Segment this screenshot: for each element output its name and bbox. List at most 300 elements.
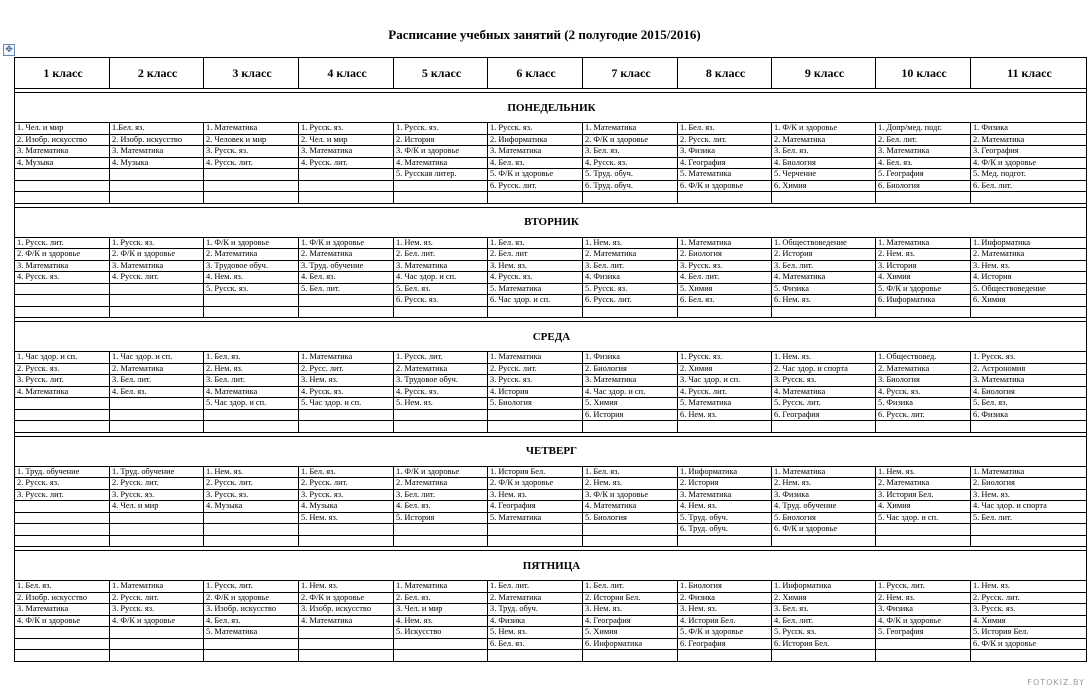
lesson-cell (204, 638, 299, 650)
lesson-cell: 2. Русс. лит. (299, 363, 394, 375)
lesson-cell (15, 283, 110, 295)
lesson-cell: 5. Бел. лит. (971, 512, 1087, 524)
lesson-cell: 1. Нем. яз. (394, 237, 488, 249)
lesson-cell: 2. Математика (971, 134, 1087, 146)
lesson-cell: 3. Нем. яз. (299, 375, 394, 387)
lesson-cell: 3. Математика (876, 146, 971, 158)
lesson-cell: 4. Химия (971, 615, 1087, 627)
lesson-cell: 5. История Бел. (971, 627, 1087, 639)
lesson-cell: 4. Химия (876, 501, 971, 513)
lesson-cell: 4. География (583, 615, 678, 627)
lesson-cell (876, 192, 971, 204)
lesson-cell: 4. Чел. и мир (110, 501, 204, 513)
lesson-row (15, 180, 1087, 192)
lesson-cell: 4. Биология (772, 157, 876, 169)
lesson-cell: 4. Русск. яз. (876, 386, 971, 398)
lesson-cell: 2. Русск. лит. (971, 592, 1087, 604)
lesson-cell: 4. Нем. яз. (204, 272, 299, 284)
lesson-cell: 4. Математика (15, 386, 110, 398)
lesson-cell: 3. Бел. лит. (110, 375, 204, 387)
lesson-cell: 2. История (394, 134, 488, 146)
lesson-cell (204, 535, 299, 547)
lesson-cell (15, 501, 110, 513)
day-header: ЧЕТВЕРГ (15, 436, 1087, 466)
lesson-cell: 6. География (772, 409, 876, 421)
lesson-cell: 2. Астрономия (971, 363, 1087, 375)
lesson-cell: 5. Час здор. и сп. (204, 398, 299, 410)
lesson-cell: 1. Ф/К и здоровье (204, 237, 299, 249)
lesson-cell: 1. Бел. яз. (204, 352, 299, 364)
lesson-cell: 3. Математика (394, 260, 488, 272)
lesson-cell (583, 306, 678, 318)
lesson-cell (15, 650, 110, 662)
lesson-cell: 4. Музыка (204, 501, 299, 513)
lesson-cell: 6. Русск. лит. (583, 295, 678, 307)
lesson-cell: 1. Русск. лит. (394, 352, 488, 364)
lesson-cell: 3. Физика (772, 489, 876, 501)
lesson-cell: 1. Нем. яз. (971, 581, 1087, 593)
lesson-cell: 4. История (971, 272, 1087, 284)
lesson-row (15, 398, 1087, 410)
lesson-cell: 4. Ф/К и здоровье (971, 157, 1087, 169)
lesson-cell (772, 421, 876, 433)
schedule-table (14, 57, 1087, 662)
lesson-cell: 2. Изобр. искусство (15, 592, 110, 604)
lesson-row (15, 272, 1087, 284)
day-header-row (15, 436, 1087, 466)
lesson-cell: 2. Человек и мир (204, 134, 299, 146)
class-header-cell: 2 класс (110, 58, 204, 89)
lesson-cell: 5. Искусство (394, 627, 488, 639)
lesson-cell: 6. Русск. лит. (488, 180, 583, 192)
lesson-cell: 3. Чел. и мир (394, 604, 488, 616)
lesson-cell: 2. История (772, 249, 876, 261)
lesson-cell: 3. Математика (15, 260, 110, 272)
watermark: FOTOKIZ.BY (1027, 678, 1085, 687)
lesson-cell (204, 192, 299, 204)
lesson-cell (204, 306, 299, 318)
lesson-cell: 2. Физика (678, 592, 772, 604)
lesson-row (15, 146, 1087, 158)
lesson-cell (299, 169, 394, 181)
lesson-cell: 6. Информатика (583, 638, 678, 650)
lesson-cell (110, 180, 204, 192)
class-header-cell: 4 класс (299, 58, 394, 89)
lesson-cell: 5. Математика (488, 283, 583, 295)
lesson-cell: 1. Нем. яз. (583, 237, 678, 249)
lesson-cell (299, 421, 394, 433)
lesson-cell: 3. Нем. яз. (488, 489, 583, 501)
lesson-cell (299, 524, 394, 536)
lesson-cell: 1. Бел. яз. (488, 237, 583, 249)
lesson-cell: 5. Бел. яз. (394, 283, 488, 295)
lesson-cell: 4. Труд. обучение (772, 501, 876, 513)
lesson-cell: 2. Ф/К и здоровье (583, 134, 678, 146)
lesson-cell (394, 524, 488, 536)
lesson-cell: 5. Химия (583, 398, 678, 410)
lesson-cell: 5. Математика (488, 512, 583, 524)
lesson-cell: 2. Русск. яз. (15, 363, 110, 375)
lesson-cell (971, 535, 1087, 547)
lesson-row (15, 283, 1087, 295)
lesson-cell (110, 421, 204, 433)
lesson-cell (394, 180, 488, 192)
lesson-cell: 3. Изобр. искусство (204, 604, 299, 616)
lesson-cell: 3. Нем. яз. (678, 604, 772, 616)
lesson-cell: 2. Математика (488, 592, 583, 604)
lesson-cell: 6. Труд. обуч. (583, 180, 678, 192)
lesson-cell (678, 421, 772, 433)
lesson-row (15, 260, 1087, 272)
lesson-cell: 1. Русск. яз. (394, 123, 488, 135)
lesson-cell: 1. Русск. лит. (15, 237, 110, 249)
lesson-cell: 1. Нем. яз. (876, 466, 971, 478)
lesson-cell: 2. Ф/К и здоровье (204, 592, 299, 604)
lesson-cell: 4. Бел. лит. (678, 272, 772, 284)
lesson-cell (488, 409, 583, 421)
lesson-cell: 1. Математика (394, 581, 488, 593)
day-header-row (15, 551, 1087, 581)
lesson-cell: 3. Бел. лит. (583, 260, 678, 272)
lesson-cell: 4. Бел. яз. (488, 157, 583, 169)
lesson-row (15, 295, 1087, 307)
lesson-cell: 4. Русск. яз. (583, 157, 678, 169)
lesson-cell (110, 192, 204, 204)
lesson-row (15, 650, 1087, 662)
lesson-cell: 5. Ф/К и здоровье (876, 283, 971, 295)
lesson-cell: 5. География (876, 169, 971, 181)
lesson-cell (204, 421, 299, 433)
lesson-cell: 3. Математика (299, 146, 394, 158)
lesson-row (15, 375, 1087, 387)
lesson-cell: 5. Нем. яз. (488, 627, 583, 639)
lesson-cell: 6. Ф/К и здоровье (971, 638, 1087, 650)
lesson-cell (876, 650, 971, 662)
lesson-cell: 3. История Бел. (876, 489, 971, 501)
lesson-cell: 4. Бел. яз. (110, 386, 204, 398)
lesson-cell (15, 192, 110, 204)
lesson-cell: 5. Русск. лит. (772, 398, 876, 410)
lesson-cell: 6. Бел. лит. (971, 180, 1087, 192)
class-header-cell: 3 класс (204, 58, 299, 89)
lesson-cell: 3. Труд. обучение (299, 260, 394, 272)
lesson-cell: 3. Математика (110, 146, 204, 158)
lesson-cell: 1. Русск. лит. (876, 581, 971, 593)
lesson-cell: 1. Бел. лит. (488, 581, 583, 593)
lesson-cell: 4. Русск. яз. (488, 272, 583, 284)
lesson-cell: 5. Химия (678, 283, 772, 295)
lesson-cell (110, 295, 204, 307)
lesson-cell: 2. Русск. лит. (299, 478, 394, 490)
lesson-cell: 3. Русск. яз. (299, 489, 394, 501)
lesson-cell: 6. Биология (876, 180, 971, 192)
lesson-cell: 6. История Бел. (772, 638, 876, 650)
lesson-cell: 3. История (876, 260, 971, 272)
lesson-cell (772, 306, 876, 318)
lesson-cell: 2. История Бел. (583, 592, 678, 604)
lesson-cell: 1. Бел. яз. (15, 581, 110, 593)
lesson-cell (299, 650, 394, 662)
lesson-row (15, 466, 1087, 478)
lesson-row (15, 192, 1087, 204)
lesson-cell: 4. Ф/К и здоровье (876, 615, 971, 627)
lesson-cell (110, 283, 204, 295)
lesson-cell: 6. История (583, 409, 678, 421)
lesson-cell: 3. Изобр. искусство (299, 604, 394, 616)
lesson-cell (110, 627, 204, 639)
lesson-cell (876, 421, 971, 433)
lesson-cell (394, 638, 488, 650)
lesson-cell: 3. Русск. яз. (204, 489, 299, 501)
lesson-cell (110, 169, 204, 181)
lesson-cell (971, 524, 1087, 536)
lesson-cell: 3. Ф/К и здоровье (394, 146, 488, 158)
lesson-cell: 5. Математика (678, 169, 772, 181)
lesson-cell: 1. Математика (876, 237, 971, 249)
lesson-cell (15, 627, 110, 639)
lesson-cell: 5. Русск. яз. (583, 283, 678, 295)
lesson-row (15, 237, 1087, 249)
lesson-cell (678, 192, 772, 204)
lesson-cell (299, 627, 394, 639)
lesson-row (15, 604, 1087, 616)
class-header-cell: 5 класс (394, 58, 488, 89)
lesson-row (15, 352, 1087, 364)
lesson-cell: 2. Час здор. и спорта (772, 363, 876, 375)
lesson-cell: 2. Русск. лит. (110, 592, 204, 604)
lesson-row (15, 489, 1087, 501)
lesson-cell: 2. Русск. лит. (204, 478, 299, 490)
lesson-cell (204, 512, 299, 524)
lesson-cell (299, 295, 394, 307)
lesson-cell: 4. Час здор. и сп. (394, 272, 488, 284)
lesson-cell: 3. Нем. яз. (971, 489, 1087, 501)
lesson-cell (583, 535, 678, 547)
lesson-cell: 1. История Бел. (488, 466, 583, 478)
lesson-cell: 1. Нем. яз. (299, 581, 394, 593)
lesson-cell: 3. Математика (488, 146, 583, 158)
lesson-cell (204, 295, 299, 307)
lesson-row (15, 123, 1087, 135)
lesson-cell: 6. Труд. обуч. (678, 524, 772, 536)
lesson-cell (488, 192, 583, 204)
move-icon[interactable]: ✥ (3, 44, 15, 56)
lesson-cell: 6. Русск. яз. (394, 295, 488, 307)
lesson-cell (394, 306, 488, 318)
lesson-cell: 1. Труд. обучение (15, 466, 110, 478)
lesson-cell: 5. Биология (488, 398, 583, 410)
lesson-cell: 4. География (488, 501, 583, 513)
class-header-cell: 11 класс (971, 58, 1087, 89)
lesson-row (15, 421, 1087, 433)
lesson-cell: 3. Бел. лит. (772, 260, 876, 272)
lesson-cell: 1. Информатика (971, 237, 1087, 249)
lesson-cell: 1. Нем. яз. (772, 352, 876, 364)
lesson-cell: 4. Математика (772, 272, 876, 284)
lesson-cell: 4. Математика (394, 157, 488, 169)
lesson-cell: 2. Биология (678, 249, 772, 261)
lesson-cell (204, 180, 299, 192)
lesson-cell (110, 535, 204, 547)
lesson-row (15, 638, 1087, 650)
lesson-cell: 3. Русск. яз. (971, 604, 1087, 616)
lesson-cell: 4. Русск. лит. (204, 157, 299, 169)
lesson-cell (110, 398, 204, 410)
lesson-cell: 1. Ф/К и здоровье (394, 466, 488, 478)
lesson-cell: 4. Музыка (110, 157, 204, 169)
lesson-cell: 3. Бел. яз. (772, 604, 876, 616)
lesson-cell (204, 650, 299, 662)
lesson-cell: 1. Обществоведение (772, 237, 876, 249)
lesson-cell: 2. Русск. лит. (678, 134, 772, 146)
lesson-row (15, 363, 1087, 375)
lesson-cell (394, 421, 488, 433)
lesson-cell: 1. Чел. и мир (15, 123, 110, 135)
lesson-cell (488, 535, 583, 547)
lesson-cell (15, 421, 110, 433)
lesson-cell: 3. Нем. яз. (488, 260, 583, 272)
lesson-cell: 3. Русск. яз. (488, 375, 583, 387)
lesson-cell: 2. Математика (110, 363, 204, 375)
lesson-cell: 3. Нем. яз. (583, 604, 678, 616)
lesson-cell: 5. Биология (772, 512, 876, 524)
lesson-cell: 3. Русск. яз. (110, 489, 204, 501)
lesson-cell: 6. Ф/К и здоровье (772, 524, 876, 536)
lesson-cell (394, 192, 488, 204)
lesson-cell: 5. Физика (772, 283, 876, 295)
lesson-cell: 1. Физика (583, 352, 678, 364)
lesson-cell: 3. Трудовое обуч. (394, 375, 488, 387)
lesson-cell (15, 306, 110, 318)
lesson-cell (110, 650, 204, 662)
lesson-cell: 1. Бел. яз. (299, 466, 394, 478)
lesson-cell: 1. Математика (678, 237, 772, 249)
lesson-cell: 2. Бел. лит. (876, 134, 971, 146)
lesson-cell: 4. Бел. яз. (876, 157, 971, 169)
lesson-cell: 3. Бел. яз. (583, 146, 678, 158)
lesson-cell (876, 638, 971, 650)
lesson-cell: 1. Ф/К и здоровье (772, 123, 876, 135)
lesson-cell (204, 409, 299, 421)
lesson-cell (971, 192, 1087, 204)
lesson-cell: 3. Бел. лит. (204, 375, 299, 387)
lesson-cell: 3. Физика (678, 146, 772, 158)
lesson-row (15, 386, 1087, 398)
lesson-cell: 1. Русск. яз. (678, 352, 772, 364)
lesson-cell: 2. Ф/К и здоровье (110, 249, 204, 261)
lesson-cell: 4. Физика (583, 272, 678, 284)
lesson-cell (299, 638, 394, 650)
lesson-cell (110, 638, 204, 650)
lesson-cell (15, 180, 110, 192)
lesson-cell: 4. Час здор. и спорта (971, 501, 1087, 513)
lesson-cell: 5. Труд. обуч. (583, 169, 678, 181)
lesson-cell: 5. Нем. яз. (394, 398, 488, 410)
lesson-cell: 4. История (488, 386, 583, 398)
lesson-cell: 2. Биология (583, 363, 678, 375)
lesson-cell: 6. Ф/К и здоровье (678, 180, 772, 192)
lesson-cell: 1. Физика (971, 123, 1087, 135)
lesson-cell: 4. Математика (204, 386, 299, 398)
lesson-cell: 2. Математика (772, 134, 876, 146)
lesson-cell (110, 306, 204, 318)
lesson-cell: 3. Русск. лит. (15, 375, 110, 387)
lesson-cell: 4. Русск. яз. (394, 386, 488, 398)
lesson-cell: 2. Чел. и мир (299, 134, 394, 146)
lesson-cell: 3. Бел. лит. (394, 489, 488, 501)
lesson-cell: 1. Русск. яз. (110, 237, 204, 249)
lesson-cell (15, 295, 110, 307)
lesson-cell: 2. Нем. яз. (204, 363, 299, 375)
lesson-cell: 2. Бел. яз. (394, 592, 488, 604)
lesson-cell: 2. Ф/К и здоровье (488, 478, 583, 490)
lesson-cell (488, 524, 583, 536)
lesson-cell: 2. Математика (204, 249, 299, 261)
lesson-cell: 2. Химия (772, 592, 876, 604)
lesson-cell: 1. Информатика (772, 581, 876, 593)
lesson-cell: 3. Час здор. и сп. (678, 375, 772, 387)
lesson-cell (772, 650, 876, 662)
lesson-cell: 6. Химия (772, 180, 876, 192)
lesson-cell: 4. Ф/К и здоровье (110, 615, 204, 627)
lesson-cell: 1. Ф/К и здоровье (299, 237, 394, 249)
lesson-cell: 3. Русск. яз. (110, 604, 204, 616)
lesson-cell: 1. Час здор. и сп. (110, 352, 204, 364)
lesson-cell: 2. Бел. лит (488, 249, 583, 261)
lesson-cell: 4. Химия (876, 272, 971, 284)
lesson-cell: 3. Трудовое обуч. (204, 260, 299, 272)
lesson-cell: 4. Физика (488, 615, 583, 627)
lesson-cell: 2. Русск. лит. (488, 363, 583, 375)
lesson-cell: 5. Обществоведение (971, 283, 1087, 295)
lesson-cell: 1. Биология (678, 581, 772, 593)
lesson-row (15, 169, 1087, 181)
day-header-row (15, 322, 1087, 352)
lesson-cell: 4. Русск. лит. (678, 386, 772, 398)
lesson-cell: 2. Ф/К и здоровье (299, 592, 394, 604)
lesson-cell: 2. Нем. яз. (583, 478, 678, 490)
lesson-cell (394, 409, 488, 421)
class-header-cell: 7 класс (583, 58, 678, 89)
lesson-cell (15, 535, 110, 547)
lesson-row (15, 157, 1087, 169)
lesson-cell: 4. Бел. яз. (204, 615, 299, 627)
lesson-cell: 6. География (678, 638, 772, 650)
lesson-cell (204, 169, 299, 181)
lesson-cell: 4. Русск. яз. (15, 272, 110, 284)
lesson-row (15, 592, 1087, 604)
lesson-cell: 1. Математика (204, 123, 299, 135)
lesson-cell: 3. География (971, 146, 1087, 158)
lesson-cell (299, 409, 394, 421)
class-header-cell: 9 класс (772, 58, 876, 89)
lesson-cell: 5. Мед. подгот. (971, 169, 1087, 181)
lesson-cell (488, 306, 583, 318)
lesson-cell: 1. Информатика (678, 466, 772, 478)
class-header-cell: 10 класс (876, 58, 971, 89)
lesson-cell: 3. Математика (583, 375, 678, 387)
lesson-cell: 4. География (678, 157, 772, 169)
class-header-cell: 1 класс (15, 58, 110, 89)
lesson-row (15, 581, 1087, 593)
class-header-cell: 8 класс (678, 58, 772, 89)
lesson-cell (299, 535, 394, 547)
lesson-cell: 4. Музыка (15, 157, 110, 169)
lesson-cell: 6. Нем. яз. (678, 409, 772, 421)
lesson-row (15, 524, 1087, 536)
day-header: ПЯТНИЦА (15, 551, 1087, 581)
lesson-cell: 3. Математика (15, 146, 110, 158)
